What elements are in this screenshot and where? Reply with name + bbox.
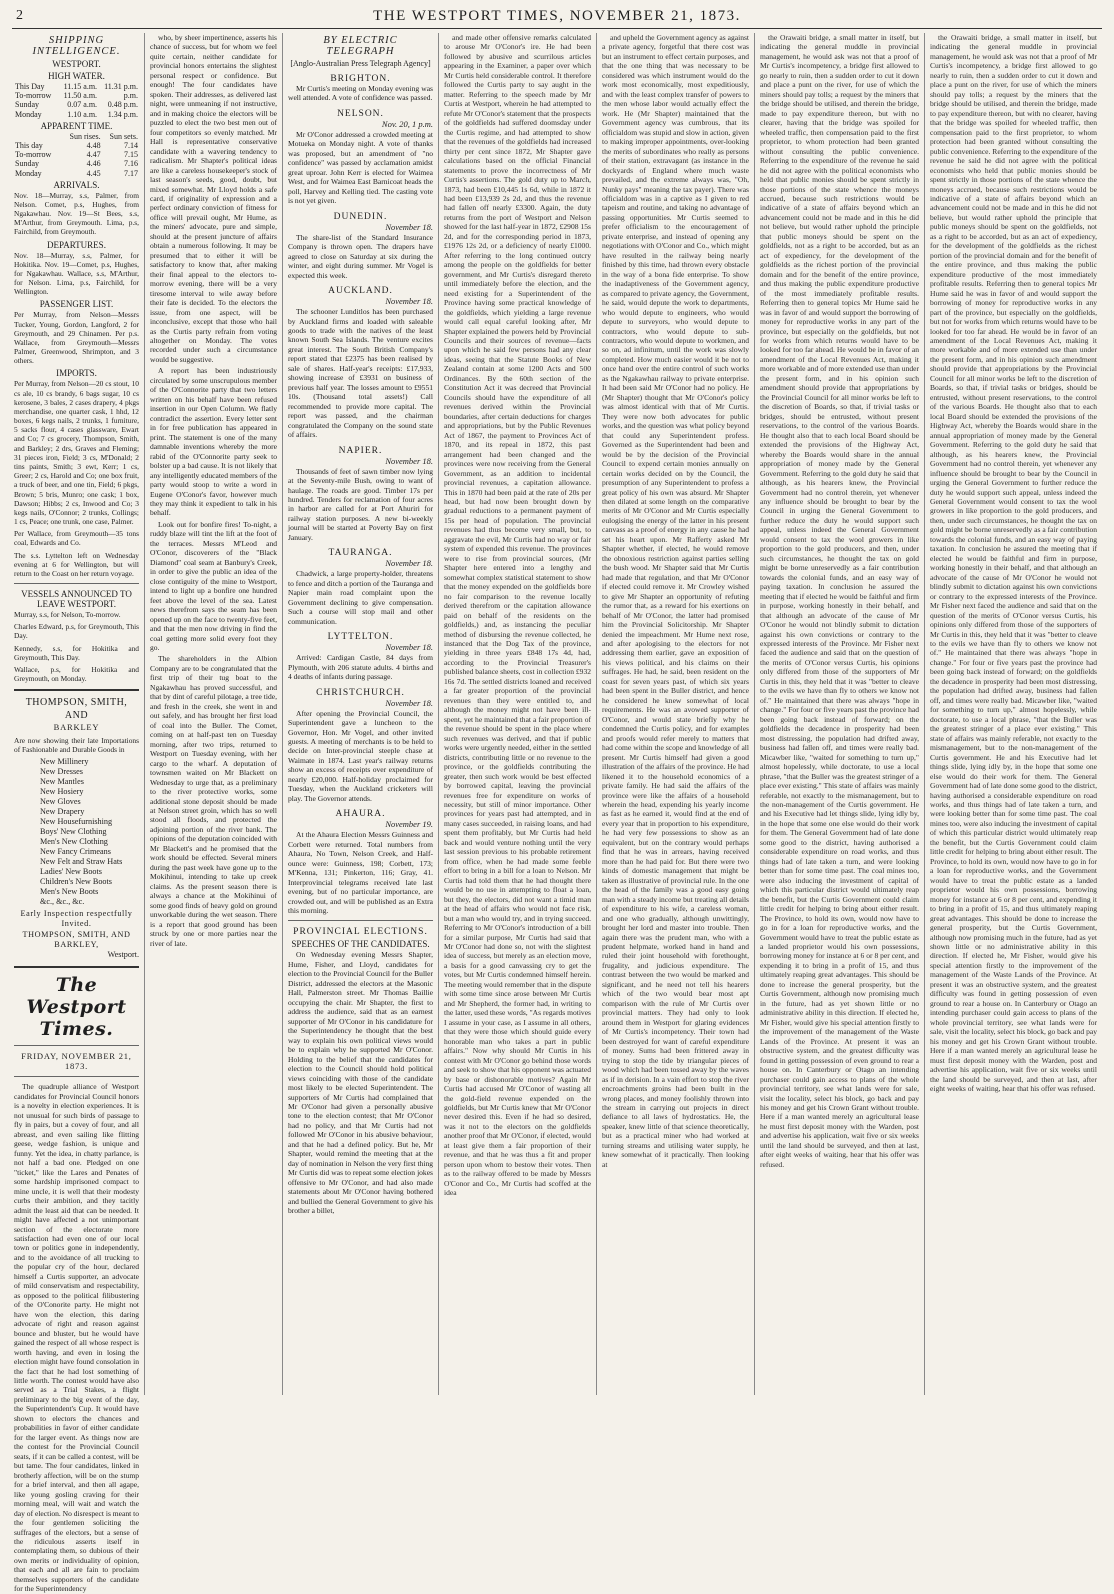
passengers-label: PASSENGER LIST.: [39, 299, 114, 310]
advert-closing: Early Inspection respectfully Invited.: [20, 909, 133, 929]
telegram: [288, 212, 433, 280]
telegram-date: November 18.: [385, 221, 433, 232]
article-text: and made other offensive remarks calculated to arouse Mr O'Conor's ire. He had been followed by abusive and scurrilous articles appearing in the Examiner, a paper over which Mr Curtis held considerable control. It therefore followed the Curtis party to say aught in the matter. Referring to the speech made by Mr Curtis at Westport, wherein he had attempted to refute Mr O'Conor's statement that the prospects of the goldfields had suffered doomsday under the Curtis regime, and had attempted to show that the revenues of the goldfields had increased thirty per cent since 1872, Mr Shapter gave calculations based on the official Financial statements to prove the incorrectness of Mr Curtis's assertions. The gold duty up to March, 1873, had been £10,445 1s 6d, while in 1872 it had been £13,939 2s 2d, and thus the revenue had fallen off nearly £3300. Again, the duty returns from the port of Westport and Nelson showed for the last half-year in 1872, £2908 15s 2d, and for the corresponding period in 1873, £1976 12s 2d, or a deficiency of nearly £1000. After referring to the long continued outcry among the people on the goldfields for better government, and Mr Curtis's disregard thereto until immediately before the election, and the need existing for a Superintendent of the Province having some practical knowledge of the goldfields, which yielding a large revenue would call equal careful looking after, Mr Shapter explained the powers held by Provincial Councils and their sources of revenue—facts upon which he said few persons had any clear ideas, seeing that the Statute Books of New Zealand contain at some 1200 Acts and 500 Ordinances. By the 60th section of the Constitution Act it was decreed that Provincial Councils should have the expenditure of all revenues derived within the Provincial boundaries, after certain deductions for charges and appropriations, but by the Public Revenues Act of 1867, the payment to Provinces Act of 1870, and its repeal in 1872, this past arrangement had been changed and the provinces were now receiving from the General Government, as an addition to incidental provincial revenues, a capitation allowance. This in 1870 had been paid at the rate of 20s per head, but had now been brought down by gradual reductions to a permanent payment of 15s per head of population. The provincial revenues had thus become very small, but, to aggravate the evil, Mr Curtis had no way or fair system of expended this revenue. The provinces were to rise from provincial sources, (Mr Shapter here entered into a lengthy and somewhat complex statistical statement to show that the money expended on the goldfields bore no fair comparison to the revenue locally derived therefrom or the capitation allowance paid on behalf of the residents on the goldfields,) and, as instancing the peculiar method of disbursing the revenue collected, he instanced that the Dog Tax of the province, yielding in three years £848 17s 4d, had, according to the Provincial Treasurer's published balance sheets, cost in collection £932 16s 7d. The settled districts loaned and received a far greater proportion of the provincial revenues than they were entitled to, and although the money might not have been ill-spent, yet he maintained that a fair proportion of the revenue should be spent in the place where such revenues was derived, and that if public works were urgently needed, either in the settled districts, contributing little or no revenue to the province, or the goldfields contributing the greater, then such work would be best effected by borrowed capital, leaving the provincial revenues free for expenditure on works of necessity, but still of minor importance. Other provinces for years past had attempted, and in many cases succeeded, in raising loans, and had spent them profitably, but Mr Curtis had held back and would venture nothing until the very last session previous to his probable retirement from office, when he had made some feeble effort to bring in a bill for a loan to Nelson. Mr Curtis had told them that he had thought there would be no use in attempting to float a loan, but they, the electors, did not want a timid man at the head of affairs who would not face risk, but a man who would try, and in trying succeed. Referring to Mr O'Conor's introduction of a bill for a similar purpose, Mr Curtis had said that Mr O'Conor had done so, not with the slightest idea of success, but merely as an election move, a basis for a good canvassing cry to get the votes, but Mr Curtis condemned himself herein. The meeting would remember that in the dispute with some time since arose between Mr Curtis and Mr Shepherd, the former had, in writing to the latter, used these words, "As regards motives I assume in your case, as I assume in all others, that they were those which should guide every honorable man who takes a part in public affairs." Now why should Mr Curtis in his contest with Mr O'Conor go behind those words and seek to show that his opponent was actuated by base or dishonorable motives? Again Mr Curtis had accused Mr O'Conor of wasting all the gold-field revenue expended on the goldfields, but Mr Curtis knew that Mr O'Conor never desired this. Even if he had so desired, was it not to the electors on the goldfields another proof that Mr O'Conor, if elected, would at least give them a fair proportion of their revenue, and that he was thus a fit and proper person upon whom to bestow their votes. Then as to the railway offered to be made by Messrs O'Conor and Co., Mr Curtis had scoffed at the idea: [444, 33, 591, 1198]
telegram: [288, 286, 433, 440]
list-item: New Drapery: [40, 807, 85, 817]
imports-label: IMPORTS.: [56, 368, 97, 379]
column-6: [754, 33, 924, 1395]
columns: [12, 33, 1102, 1594]
arrivals-label: ARRIVALS.: [53, 179, 100, 190]
divider: [14, 1045, 139, 1046]
table-row: This day 4.48 7.14: [15, 140, 138, 150]
article-text: Look out for bonfire fires! To-night, a ruddy blaze will tint the lift at the foot of the terraces. Messrs M'Leod and O'Conor, discoverers of the "Black Diamond" coal seam at Banbury's Creek, in order to give the public an idea of the close contiguity of the mine to Westport, intend to light up a bonfire one hundred feet above the level of the sea. Latest news therefrom says the seam has been opened up on the face to twenty-five feet, and that the men now driving in find the coal getting more solid every foot they go.: [150, 519, 277, 652]
article-text: On Wednesday evening Messrs Shapter, Hume, Fisher, and Lloyd, candidates for election to the Provincial Council for the Buller District, addressed the electors at the Masonic Hall, Palmerston street. Mr Thomas Baillie occupying the chair. Mr Shapter, the first to address the audience, said that as an earnest supporter of Mr O'Conor in his candidature for the Superintendency he thought that the best way to explain his own political views would be to explain why he supported Mr O'Conor. Holding to the belief that the candidates for election to the Council should hold political views coinciding with those of the candidate most likely to be elected Superintendent. The supporters of Mr Curtis had complained that Mr O'Conor had given a personally abusive tone to the election contest; that Mr O'Conor had no policy, and that Mr Curtis had not followed Mr O'Conor in his abusive behaviour, and that he had a defined policy. But he, Mr Shapter, would remind the meeting that at the day of nomination in Nelson the very first thing Mr Curtis did was to repeat some election jokes offensive to Mr O'Conor, and had also made statements about Mr O'Conor having bothered and bullied the General Government to give his brother a billet,: [288, 950, 433, 1216]
list-item: New Hosiery: [40, 787, 84, 797]
telegram-text: Arrived: Cardigan Castle, 84 days from Plymouth, with 206 statute adults. 4 births and 4 deaths of infants during passage.: [288, 653, 433, 682]
column-2: [144, 33, 282, 1395]
list-item: &c., &c., &c.: [40, 897, 85, 907]
telegram: [288, 809, 433, 915]
agency-note: [Anglo-Australian Press Telegraph Agency]: [290, 59, 431, 68]
table-row: To-morrow 4.47 7.15: [15, 150, 138, 160]
telegram-date: November 19.: [385, 819, 433, 830]
telegram-text: The share-list of the Standard Insurance Company is thrown open. The drapers have agreed to close on Saturday at six during the winter, and eight during summer. Mr Vogel is expected this week.: [288, 232, 433, 280]
telegram-text: Mr O'Conor addressed a crowded meeting at Motueka on Monday night. A vote of thanks was proposed, but an amendment of "no confidence" was passed by acclamation amidst great uproar. John Kerr is elected for Waimea West, and for Waimea East Barnicoat heads the poll, Harvey and Kelling tied. The casting vote is not yet given.: [288, 129, 433, 206]
telegram: [288, 688, 433, 804]
table-row: Monday 4.45 7.17: [15, 168, 138, 178]
imports-text-2: Per Wallace, from Greymouth—35 tons coal, Edwards and Co.: [14, 529, 139, 548]
list-item: New Fancy Crimeans: [40, 847, 111, 857]
telegram-text: Mr Curtis's meeting on Monday evening was well attended. A vote of confidence was passed.: [288, 84, 433, 103]
column-7: [924, 33, 1102, 1395]
dateline: TAURANGA.: [328, 548, 393, 559]
telegram-text: After opening the Provincial Council, the Superintendent gave a luncheon to the Governor, Hon. Mr Vogel, and other invited guests. A meeting of merchants is to be held to decide on Inter-provincial steeple chase at Waimate in 1874. Last year's railway returns show an excess of receipts over expenditure of nearly £20,000. Half-holiday proclaimed for Tuesday, when the Auckland cricketers will play. The Governor attends.: [288, 708, 433, 803]
high-water-table: [14, 82, 139, 119]
advert-sign: THOMPSON, SMITH, AND BARKLEY,: [22, 929, 131, 949]
dateline: CHRISTCHURCH.: [316, 687, 405, 698]
list-item: New Millinery: [40, 757, 89, 767]
column-3: [282, 33, 438, 1395]
telegram-date: November 18.: [385, 455, 433, 466]
port-name: WESTPORT.: [52, 59, 101, 69]
column-4: [438, 33, 596, 1395]
divider: [14, 583, 139, 584]
departures-label: DEPARTURES.: [47, 239, 106, 250]
vessel-item: Kennedy, s.s, for Hokitika and Greymouth, This Day.: [14, 643, 139, 662]
vessels-heading: VESSELS ANNOUNCED TO LEAVE WESTPORT.: [21, 589, 132, 610]
table-row: Sunday 0.07 a.m. 0.48 p.m.: [15, 100, 138, 110]
list-item: Children's New Boots: [40, 877, 112, 887]
divider: [288, 920, 433, 921]
advert-intro: Are now showing their late Importations of Fashionable and Durable Goods in: [14, 735, 139, 755]
article-text: the Orawaiti bridge, a small matter in itself, but indicating the general muddle in provincial management, he would ask was not that a proof of Mr Curtis's incompetency, a bridge first allowed to go nearly to ruin, then a sudden order to cut it down and place a punt on the river, for use of which the miners should pay tolls; a request by the miners that the bridge should be utilised, and therein the bridge, made to pay expenditure thereon, but with no clearer, having that the bridge was spoiled for wheeled traffic, then compensation paid to the first proprietor, to whom protection had been granted without consulting the public convenience. Referring to the expenditure of the revenue he said he did not agree with the political economists who held that public monies should be spent strictly in those portions of the state whence the moneys accrued, because such restrictions would be indicative of a state of affairs beyond which an advancement could not be made and in this he did not believe, but would rather uphold the principle that public moneys should be spent on the goldfields, not as a right to be accorded, but as an act of expediency, for the development of the goldfields as the richest portion of the provincial domain and for the benefit of the entire province, and thus making the public expenditure productive of the most immediately profitable results. Referring then to general topics Mr Hume said he was in favor of and would support the borrowing of money for reproductive works in any part of the province, but especially on the goldfields, but not for works from which returns would have to be looked for too far ahead. He would be in favor of an amendment of the Local Revenues Act, making it more workable and of more extended use than under the present form, and in his opinion such amendment should provide that appropriations by the Provincial Council for all minor works be left to the discretion of Boards, so that, if trivial tasks or bridges, should be entrusted, without present reservations, to the control of the various Boards. He thought also that to each local Board should be extended the provisions of the Highway Act, whereby the Boards would share in the annual appropriation of money made by the General Government. Referring to the gold duty he said that although, as his hearers knew, the Provincial Government had no control therein, yet whenever any influence should be brought to bear by the Council in urging the General Government to further reduce the duty he would support such appeal, unless indeed the General Government would consent to tax the wool growers in like proportion to the gold producers, and then, under such circumstances, he thought the tax on gold might be borne unreservedly as a fair contribution towards the colonial funds, and an easy way of paying taxation. In conclusion he assured the meeting that if elected he would be faithful and firm in purpose, working honestly in their behalf, and that although an advocate of the cause of Mr O'Conor he would not blindly submit to dictation against his own convictions or contrary to the expressed interests of the Province. Mr Fisher next faced the audience and said that on the question of the merits of O'Conor versus Curtis, his opinions only differed from those of the supporters of Mr Curtis in this, they held that it was "better to cleave to the evils we have than fly to others we know not of." He maintained that there was always "hope in change." For four or five years past the province had been going back instead of forward; on the goldfields the decadence in prosperity had been most distressing, the population had drifted away, business had fallen off, and times were really bad. Micawber like, "waited for something to turn up," almost hopelessly, while doctorate, to use a local phrase, "that the Buller was the greatest stringer of a place ever existing." This state of affairs was mainly referable, not exactly to the mismanagement, but to the non-management of the Curtis government. He and his Executive had let things slide, lying idly by, in the hope that some one else would do their work for them. The General Government had of late done some good to the district, having authorised a considerable expenditure on road works, and thus things had of late taken a turn, and were looking better than for some time past. The coal mines too, were also inducing the investment of capital of which this particular district would ultimately reap the benefit, but the Curtis Government could claim little credit for helping to bring about either result. The Province, to hold its own, would now have to go in for a loan for reproductive works, and the Government would have to treat the public estate as a landed proprietor would his own possessions, borrowing money for instance at 6 or 8 per cent, and expending it to bring in a profit of 15, and thus ultimately reaping great advantages. This should be done to increase the general prosperity, but the Curtis Government, although now promising much in the future, had as yet shown little or no administrative ability in this direction. If elected he, Mr Fisher, would give his special attention firstly to the improvement of the management of the Waste Lands of the Province. At present it was an obstructive system, and the greatest difficulty was found in getting possession of even ground to rear a house on. In Canterbury or Otago an intending purchaser could gain access to plans of the whole provincial territory, see what lands were for sale, visit the locality, select his block, go back and pay his money and get his Crown Grant without trouble. Here if a man wanted merely an agricultural lease he must first deposit money with the Warden, post and advertise his application, wait five or six weeks until the land should be surveyed, and then at last, after eight weeks of waiting, hear that his offer was refused.: [930, 33, 1097, 1094]
column-1: [12, 33, 144, 1594]
divider: [14, 966, 139, 968]
advert-firm-2: BARKLEY: [53, 722, 100, 733]
telegram: [288, 109, 433, 206]
article-text: the Orawaiti bridge, a small matter in itself, but indicating the general muddle in provincial management, he would ask was not that a proof of Mr Curtis's incompetency, a bridge first allowed to go nearly to ruin, then a sudden order to cut it down and place a punt on the river, for use of which the miners should pay tolls; a request by the miners that the bridge should be utilised, and therein the bridge, made to pay expenditure thereon, but with no clearer, having that the bridge was spoiled for wheeled traffic, then compensation paid to the first proprietor, to whom protection had been granted without consulting the public convenience. Referring to the expenditure of the revenue he said he did not agree with the political economists who held that public monies should be spent strictly in those portions of the state whence the moneys accrued, because such restrictions would be indicative of a state of affairs beyond which an advancement could not be made and in this he did not believe, but would rather uphold the principle that public moneys should be spent on the goldfields, not as a right to be accorded, but as an act of expediency, for the development of the goldfields as the richest portion of the provincial domain and for the benefit of the entire province, and thus making the public expenditure productive of the most immediately profitable results. Referring then to general topics Mr Hume said he was in favor of and would support the borrowing of money for reproductive works in any part of the province, but especially on the goldfields, but not for works from which returns would have to be looked for too far ahead. He would be in favor of an amendment of the Local Revenues Act, making it more workable and of more extended use than under the present form, and in his opinion such amendment should provide that appropriations by the Provincial Council for all minor works be left to the discretion of Boards, so that, if trivial tasks or bridges, should be entrusted, without present reservations, to the control of the various Boards. He thought also that to each local Board should be extended the provisions of the Highway Act, whereby the Boards would share in the annual appropriation of money made by the General Government. Referring to the gold duty he said that although, as his hearers knew, the Provincial Government had no control therein, yet whenever any influence should be brought to bear by the Council in urging the General Government to further reduce the duty he would support such appeal, unless indeed the General Government would consent to tax the wool growers in like proportion to the gold producers, and then, under such circumstances, he thought the tax on gold might be borne unreservedly as a fair contribution towards the colonial funds, and an easy way of paying taxation. In conclusion he assured the meeting that if elected he would be faithful and firm in purpose, working honestly in their behalf, and that although an advocate of the cause of Mr O'Conor he would not blindly submit to dictation against his own convictions or contrary to the expressed interests of the Province. Mr Fisher next faced the audience and said that on the question of the merits of O'Conor versus Curtis, his opinions only differed from those of the supporters of Mr Curtis in this, they held that it was "better to cleave to the evils we have than fly to others we know not of." He maintained that there was always "hope in change." For four or five years past the province had been going back instead of forward; on the goldfields the decadence in prosperity had been most distressing, the population had drifted away, business had fallen off, and times were really bad. Micawber like, "waited for something to turn up," almost hopelessly, while doctorate, to use a local phrase, "that the Buller was the greatest stringer of a place ever existing." This state of affairs was mainly referable, not exactly to the mismanagement, but to the non-management of the Curtis government. He and his Executive had let things slide, lying idly by, in the hope that some one else would do their work for them. The General Government had of late done some good to the district, having authorised a considerable expenditure on road works, and thus things had of late taken a turn, and were looking better than for some time past. The coal mines too, were also inducing the investment of capital of which this particular district would ultimately reap the benefit, but the Curtis Government could claim little credit for helping to bring about either result. The Province, to hold its own, would now have to go in for a loan for reproductive works, and the Government would have to treat the public estate as a landed proprietor would his own possessions, borrowing money for instance at 6 or 8 per cent, and expending it to bring in a profit of 15, and thus ultimately reaping great advantages. This should be done to increase the general prosperity, but the Curtis Government, although now promising much in the future, had as yet shown little or no administrative ability in this direction. If elected he, Mr Fisher, would give his special attention firstly to the improvement of the management of the Waste Lands of the Province. At present it was an obstructive system, and the greatest difficulty was found in getting possession of even ground to rear a house on. In Canterbury or Otago an intending purchaser could gain access to plans of the whole provincial territory, see what lands were for sale, visit the locality, select his block, go back and pay his money and get his Crown Grant without trouble. Here if a man wanted merely an agricultural lease he must first deposit money with the Warden, post and advertise his application, wait five or six weeks until the land should be surveyed, and then at last, after eight weeks of waiting, hear that his offer was refused.: [760, 33, 919, 1169]
divider: [14, 1076, 139, 1077]
imports-text: Per Murray, from Nelson—20 cs stout, 10 cs ale, 10 cs brandy, 6 bags sugar, 10 cs kerosene, 3 bales, 2 cases drapery, 4 pkgs merchandise, one quarter cask, 1 hhd, 12 boxes, 6 kegs nails, 2 trunks, 1 furniture, 5 sacks flour, 4 cases glassware, Ewart and Co; 7 cs grocery, Thompson, Smith, and Barkley; 2 drs, Graves and Fleming; 31 pieces iron, Field; 3 cs, M'Donald; 2 tins paints, Smith; 3 ewt, Kerr; 1 cs, Greer; 2 cs, Harold and Co; one box fruit, a truck of beer, and one tin, Field; 6 pkgs, Brown; 5 bris, Munro; one cask; 1 box, Dawson; Hibbs; 2 cs, Inwood and Co; 3 kegs nails, O'Connor; 2 trunks, Collings; 1 cs, Peace; one trunk, one case, Palmer.: [14, 379, 139, 527]
apparent-time-table: [14, 132, 139, 178]
list-item: Men's New Boots: [40, 887, 99, 897]
article-text: and upheld the Government agency as against a private agency, forgetful that there cost was but an instrument to effect certain purposes, and that the one thing that was necessary to be considered was which instrument would do the work most economically, most expeditiously, and with the least complex transfer of powers to the men whose labor would actually effect the work. He (Mr Shapter) maintained that the Government agency was cumbrous, that its officialdom was stupid and slow in action, given to making improper appointments, over-looking the merits of subordinates who really as persons of their station, extravagant (as instance in the dockyards of England where much waste prevailed, and the extreme always was, "Oh, Nunky pays" meaning the tax payer). There was officialdom was in a captive as I given to red tapeism and routine, and taking no advantage of passing opportunities. Mr Curtis seemed to prefer officialism to the encouragement of private enterprise, and instead of opening any negotiations with O'Conor and Co., which might have resulted in the railway being nearly finished by this time, had thrown every obstacle in the way of a bona fide enterprise. To show the inadaptiveness of the Government agency, as compared to private agency, the Government, he said, would depute the work to departments, who would depute to engineers, who would depute to surveyors, who would depute to contractors, who would depute to sub-contractors, who would depute to workmen, and so on, ad infinitum, until the work was slowly completed. How much easier would it be not to once hand over the entire control of such works as the Ngakawhau railway to private enterprise. It had been said Mr O'Conor had no policy. He (Mr Shapter) thought that Mr O'Conor's policy was almost identical with that of Mr Curtis. They were now both advocates for public works, and the question was what policy beyond that could any Superintendent profess. Governed as the Superintendent had been and would be by the decision of the Provincial Council to expend certain monies annually on certain works decided on by the Council, the presumption of any Superintendent to profess a great policy of his own was absurd. Mr Shapter then dilated at some length on the comparative merits of Mr O'Conor and Mr Curtis especially eulogising the energy of the latter in his present canvass as a proof of energy in any cause he had set his heart upon. Mr Rafferty asked Mr Shapter whether, if elected, he would remove the obnoxious restriction against parties selling the bush wood. Mr Shapter said that Mr Curtis had made that regulation, and that Mr O'Conor if elected could remove it. Mr Crowley wished to give Mr Shapter an opportunity of refuting the rumor that, as a reward for his exertions on behalf of Mr O'Conor, the latter had promised him the Provincial Solicitorship. Mr Shapter denied the impeachment. Mr Hume next rose, and after apologising to the electors for not addressing them earlier, gave an exposition of his views political, and his claims on their suffrages. He had, he said, been resident on the coast for seven years past, of which six years had been spent in the Buller district, and hence he considered he knew somewhat of local requirements. He was an avowed supporter of O'Conor, and would state briefly why he condemned the Curtis policy, and for examples and proofs would refer merely to matters that had come within the scope and knowledge of all present. Mr Curtis himself had given a good illustration of the affairs of the province. He had likened it to the household economics of a private family. He had said the affairs of the province were like the affairs of a household wherein the head, expending his yearly income as fast as he earned it, would find at the end of every year that in proportion to his expenditure, he had very few possessions to show as an equivalent, but on the contrary would perhaps find that he was in arrears, having received more than he had paid for. But there were two kinds of domestic management that might be taken as illustrative of provincial rule. In the one the head of the family was a good easy going man with a steady income but treating all details of expenditure to his wife, a careless woman, and one who gradually, although unwittingly, brought her lord and master into trouble. Then again there was the prudent man, who with a prudent helpmate, worked hand in hand and ruled their joint household with forethought, frugality, and judicious expenditure. The contrast between the two would be marked and significant, and he need not tell his hearers which of the two would bear most apt comparison with the rule of Mr Curtis over provincial matters. They had only to look around them in Westport for glaring evidences of Mr Curtis's incompetency. Their town had been destroyed for want of careful expenditure of money. Sums had been frittered away in trying to stop the tide by triangular pieces of wood which had been tossed away by the waves as if in derision. In a vain effort to stop the river encroachments groins had been built in the wrong places, and money foolishly thrown into the stream in carrying out projects in direct defiance to all laws of hydrostatics. He, the speaker, knew little of that science theoretically, but as a practical miner who had worked at turning streams and utilising water supply, he knew somewhat of it practically. Then looking at: [602, 33, 749, 1169]
telegram: [288, 548, 433, 626]
divider: [14, 689, 139, 691]
leader-article: The quadruple alliance of Westport candidates for Provincial Council honors is a novelty in election experiences. It is not unusual for such birds of passage to fly in pairs, but a covey of four, and all abreast, and even sailing like flitting geese, wedge fashion, is unique and funny. Yet the idea, in chatty parlance, is not half a bad one. Pledged on one "ticket," like the Lares and Penates of some hardship imprisoned compact to mine uncle, it is well that their modesty curbs their ambition, and they tacitly admit the least aid that can be needed. It might have affected a not unimportant section of the electorate more satisfaction had even one of our local town or politics gone in independently, and to the avoidance of all trucking to the popular cry of the hour, declared himself a Curtis supporter, an advocate of mild conservatism and respectability, as opposed to the political filibustering of the O'Conorite party. He might not have won the election, this daring advocate of right and reason against bounce and bluster, but he would have gained the respect of all whose respect is worth having, and even in losing the election might have found consolation in the fact that he had lost something of little worth. The contest would have also served as a Trial Stakes, a flight preliminary to the big event of the day, the Superintendent's Cup. It would have shown to electors the chances and probabilities in favor of either candidate for the larger event. As things now are the contest for the Provincial Council seats, if it can be called a contest, will be but tame. The four candidates, linked in brotherly affection, will be on the stump for a brief interval, and then all agape, like young gosling craving for their morning meal, will wait and watch the day of election. No disrespect is meant to the four gentlemen soliciting the suffrages of the electors, but a sense of the ridiculous asserts itself in contemplating them, so dubious of their own merits or individuality of opinion, that each and all are fain to proclaim themselves supporters of the candidate for the Superintendency: [14, 1082, 139, 1594]
arrivals-text: Nov. 18—Murray, s.s, Palmer, from Nelson. Comet, p.s, Hughes, from Ngakawhau. Nov. 19—St Bees, s.s, M'Arthur, from Greymouth. Lima, p.s, Fairchild, from Greymouth.: [14, 190, 139, 237]
shipping-note: The s.s. Lyttelton left on Wednesday evening at 6 for Wellington, but will return to the Coast on her return voyage.: [14, 550, 139, 578]
high-water-label: HIGH WATER.: [48, 71, 105, 81]
table-row: Sunday 4.46 7.16: [15, 159, 138, 169]
dateline: AUCKLAND.: [328, 286, 393, 297]
vessel-item: Wallace, p.s, for Hokitika and Greymouth, on Monday.: [14, 664, 139, 684]
article-text: who, by sheer impertinence, asserts his chance of success, but for whom we feel quite certain, neither candidate for provincial honors entertains the slightest personal respect or confidence. But enough! The four candidates have spoken. Their addresses, as delivered last night, were unmeaning if not instructive, and in making choice the electors will be puzzled to elect the two best men out of four competitors so evenly matched. Mr Hall is representative conservative candidate with a wavering tendency to radicalism. Mr Shapter's political ideas are like a careless housekeeper's stock of last season's seeds, good, doubt, but mixed somewhat. Mr Lloyd holds a safe card, if originality of expression and a perfect ordinary conviction of fitness for office will prevail ought, Mr Hume, as the miners' advocate, pure and simple, should at the present juncture of affairs obtain a numerous following. It may be presumed that to either it will be satisfactory to know that, after making their final appeal to the electors to-morrow evening, there will be a very tiresome interval to wile away before their fate is decided. To the electors the issue, from one aspect, will be inconclusive, except that those who hail as the Curtis party refrain from voting altogether on Monday. The votes recorded under such a circumstance would be suggestive.: [150, 33, 277, 364]
advert-firm: THOMPSON, SMITH, AND: [25, 697, 128, 721]
apparent-time-label: APPARENT TIME.: [40, 120, 113, 131]
telegram-date: November 18.: [385, 642, 433, 653]
issue-date: FRIDAY, NOVEMBER 21, 1873.: [21, 1051, 132, 1072]
dateline: LYTTELTON.: [327, 632, 394, 643]
list-item: Men's New Clothing: [40, 837, 108, 847]
table-row: To-morrow 11.50 a.m. p.m.: [15, 91, 138, 101]
telegram-date: November 18.: [385, 296, 433, 307]
dateline: NELSON.: [337, 108, 384, 119]
telegram: [288, 74, 433, 103]
vessel-item: Charles Edward, p.s, for Greymouth, This Day.: [14, 622, 139, 641]
telegram-date: Nov. 20, 1 p.m.: [381, 118, 433, 129]
telegram-date: November 18.: [385, 558, 433, 569]
table-row: This Day 11.15 a.m. 11.31 p.m.: [15, 82, 138, 91]
article-text: A report has been industriously circulated by some unscrupulous member of the O'Connorite party that two letters written on his behalf have been refused insertion in our Open Column. We flatly contradict the assertion. Every letter sent in for free publication has appeared in print. The statement is one of the many damnable inventions whereby the more rabid of the O'Connorite party seek to bolster up a bad cause. It is not likely that any intelligently educated members of the party would stoop to write a word in Eugene O'Conor's favor, however much they may think it expedient to talk in his behalf.: [150, 366, 277, 518]
speeches-subheading: SPEECHES OF THE CANDIDATES.: [291, 939, 430, 950]
provincial-elections-heading: PROVINCIAL ELECTIONS.: [293, 927, 428, 938]
list-item: New Housefurnishing: [40, 817, 113, 827]
shipping-heading: SHIPPING INTELLIGENCE.: [32, 35, 121, 57]
advert-place: Westport.: [107, 950, 139, 960]
dateline: AHAURA.: [335, 809, 386, 820]
list-item: Ladies' New Boots: [40, 867, 102, 877]
newspaper-title: THE WESTPORT TIMES, NOVEMBER 21, 1873.: [373, 8, 741, 24]
telegraph-heading: BY ELECTRIC TELEGRAPH: [323, 35, 398, 57]
telegram-date: November 18.: [385, 697, 433, 708]
vessel-item: Murray, s.s, for Nelson, To-morrow.: [14, 610, 121, 620]
list-item: New Mantles: [40, 777, 84, 787]
dateline: BRIGHTON.: [330, 74, 391, 84]
page-number: 2: [16, 8, 23, 23]
telegram-text: Chadwick, a large property-holder, threatens to fence and ditch a portion of the Tauranga and Napier main road complaint upon the Government declining to give compensation. Such a course will stop mail and other communication.: [288, 569, 433, 626]
telegram-text: At the Ahaura Election Messrs Guinness and Corbett were returned. Total numbers from Ahaura, No Town, Nelson Creek, and Half-ounce were: Guinness, 198; Corbett, 173; M'Kenna, 131; Pinkerton, 116; Gray, 41. Interprovincial telegrams received late last evening, but of no particular importance, are crowded out, and will be published as an Extra this morning.: [288, 830, 433, 915]
passengers-text: Per Murray, from Nelson—Messrs Tucker, Young, Gordon, Langford, 2 for Greymouth, and 29 Chinamen. Per p.s. Wallace, from Greymouth—Messrs Palmer, Greenwood, Shrimpton, and 3 others.: [14, 310, 139, 366]
list-item: New Felt and Straw Hats: [40, 857, 123, 867]
telegram: [288, 632, 433, 681]
dateline: DUNEDIN.: [333, 211, 388, 222]
article-text: The shareholders in the Albion Company are to be congratulated that the first trip of their tug boat to the Ngakawhau has proved successful, and that by dint of careful pilotage, a tree tide, and fresh in the creek, she went in and out safely, and has brought her first load of coal into the Buller. The Comet, coming on at half-past ten on Tuesday morning, after two trips, returned to Westport on Tuesday evening, with her cargo to the wharf. A deputation of townsmen waited on Mr Blackett on Wednesday to urge that, as a preliminary to the river protective works, some additional stone deposit should be made at Nelson street groin, which has so well stood all floods, and protected the adjoining portion of the river bank. The opinions of the deputation coincided with Mr Blackett's and he promised that the work should be effected. Several miners during the past week have gone up to the Mokihinui, intending to take up creek claims. As the present season there is always a chance at the Mokihinui of some good finds of heavy gold on ground unworkable during the wet season. There is a report that good ground has been struck by one or more parties near the river of late.: [150, 654, 277, 948]
telegram: [288, 446, 433, 543]
paper-name: The Westport Times.: [26, 974, 127, 1041]
list-item: Boys' New Clothing: [40, 827, 107, 837]
telegram-text: The schooner Lunditlos has been purchased by Auckland firms and loaded with saleable goods to trade with the natives of the least known South Sea Islands. The venture excites great interest. The South British Company's report stated that £2375 has been realised by sale of shares. Half-year's receipts: £17,933, showing increase of £3931 on business of previous half year. The losses amount to £9551 10s. (Thousand total assets!) Call recommended to provide more capital. The report was passed, and the chairman congratulated the Company on the sound state of affairs.: [288, 307, 433, 440]
advertisement: [14, 697, 139, 960]
dateline: NAPIER.: [338, 445, 383, 456]
telegram-text: Thousands of feet of sawn timber now lying at the Seventy-mile Bush, owing to want of haulage. The roads are good. Timber 17s per hundred. Tenders for reclamation of four acres in harbor are called for at Port Ahuriri for railway station purposes. A new bi-weekly journal will be started at Poverty Bay on first January.: [288, 466, 433, 542]
departures-text: Nov. 18—Murray, s.s, Palmer, for Hokitika. Nov. 19—Comet, p.s, Hughes, for Ngakawhau. Wallace, s.s, M'Arthur, for Nelson. Lima, p.s, Fairchild, for Wellington.: [14, 250, 139, 297]
table-row: Monday 1.10 a.m. 1.34 p.m.: [15, 109, 138, 119]
table-row: Sun rises. Sun sets.: [69, 131, 138, 141]
advert-goods-list: [40, 757, 139, 907]
list-item: New Dresses: [40, 767, 83, 777]
masthead: [12, 6, 1102, 29]
list-item: New Gloves: [40, 797, 81, 807]
column-5: [596, 33, 754, 1395]
